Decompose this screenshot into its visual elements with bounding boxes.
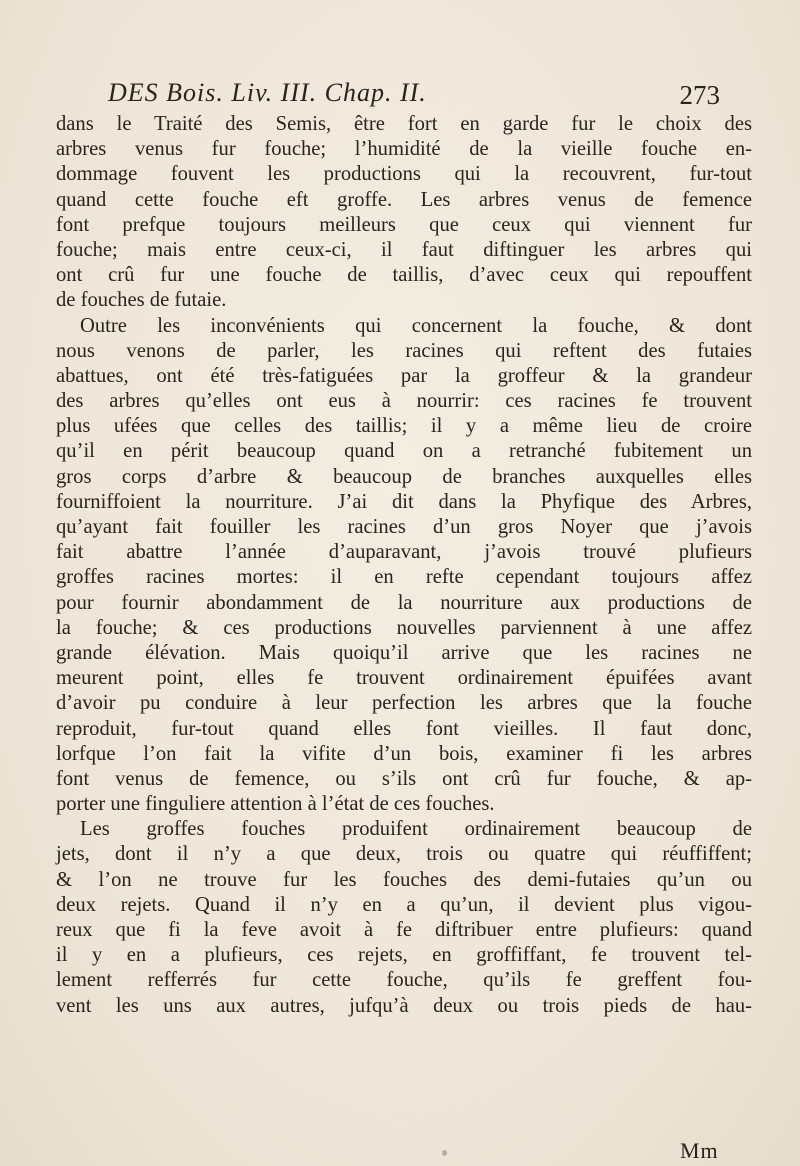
- text-line: meurent point, elles fe trouvent ordinairement épuifées avant: [56, 667, 752, 690]
- text-line: groffes racines mortes: il en refte cependant toujours affez: [56, 566, 752, 589]
- text-line: plus ufées que celles des taillis; il y a même lieu de croire: [56, 415, 752, 438]
- text-line: la fouche; & ces productions nouvelles parviennent à une affez: [56, 616, 752, 639]
- text-line: de fouches de futaie.: [56, 289, 227, 312]
- text-line: jets, dont il n’y a que deux, trois ou quatre qui réuffiffent;: [56, 843, 752, 866]
- running-head: DES Bois. Liv. III. Chap. II.: [108, 78, 427, 107]
- text-line: & l’on ne trouve fur les fouches des demi-futaies qu’un ou: [56, 868, 752, 891]
- text-line: dans le Traité des Semis, être fort en garde fur le choix des: [56, 113, 752, 135]
- text-line: ont crû fur une fouche de taillis, d’avec ceux qui repouffent: [56, 264, 752, 287]
- text-line: lement refferrés fur cette fouche, qu’ils fe greffent fou-: [56, 969, 752, 992]
- text-line: il y en a plufieurs, ces rejets, en groffiffant, fe trouvent tel-: [56, 944, 752, 967]
- text-line: quand cette fouche eft groffe. Les arbres venus de femence: [56, 188, 752, 211]
- text-line: abattues, ont été très-fatiguées par la groffeur & la grandeur: [56, 364, 752, 387]
- text-line: arbres venus fur fouche; l’humidité de la vieille fouche en-: [56, 138, 752, 161]
- text-line: fait abattre l’année d’auparavant, j’avois trouvé plufieurs: [56, 541, 752, 564]
- text-line: lorfque l’on fait la vifite d’un bois, examiner fi les arbres: [56, 742, 752, 765]
- text-line: qu’ayant fait fouiller les racines d’un gros Noyer que j’avois: [56, 516, 752, 538]
- signature-mark: Mm: [680, 1138, 719, 1163]
- text-line: grande élévation. Mais quoiqu’il arrive que les racines ne: [56, 641, 752, 664]
- text-line: font venus de femence, ou s’ils ont crû fur fouche, & ap-: [56, 767, 752, 790]
- text-line: fourniffoient la nourriture. J’ai dit dans la Phyfique des Arbres,: [56, 490, 752, 513]
- page-header: [108, 78, 720, 114]
- text-line: reproduit, fur-tout quand elles font vieilles. Il faut donc,: [56, 717, 752, 740]
- text-line: porter une finguliere attention à l’état de ces fouches.: [56, 793, 495, 816]
- text-line: pour fournir abondamment de la nourriture aux productions de: [56, 591, 752, 614]
- text-line: gros corps d’arbre & beaucoup de branches auxquelles elles: [56, 465, 752, 488]
- text-line: Les groffes fouches produifent ordinairement beaucoup de: [80, 818, 752, 841]
- text-line: qu’il en périt beaucoup quand on a retranché fubitement un: [56, 440, 752, 463]
- page-number: 273: [679, 80, 720, 110]
- text-line: font prefque toujours meilleurs que ceux qui viennent fur: [56, 213, 752, 236]
- text-line: fouche; mais entre ceux-ci, il faut diftinguer les arbres qui: [56, 238, 752, 261]
- text-line: vent les uns aux autres, jufqu’à deux ou trois pieds de hau-: [56, 994, 752, 1017]
- text-line: dommage fouvent les productions qui la recouvrent, fur-tout: [56, 163, 752, 186]
- body-text: [56, 112, 752, 1019]
- text-line: reux que fi la feve avoit à fe diftribuer entre plufieurs: quand: [56, 919, 752, 941]
- text-line: nous venons de parler, les racines qui reftent des futaies: [56, 339, 752, 362]
- paper-speck: [442, 1150, 447, 1156]
- text-line: Outre les inconvénients qui concernent la fouche, & dont: [80, 314, 752, 337]
- text-line: des arbres qu’elles ont eus à nourrir: ces racines fe trouvent: [56, 390, 752, 413]
- text-line: deux rejets. Quand il n’y en a qu’un, il devient plus vigou-: [56, 893, 752, 916]
- text-line: d’avoir pu conduire à leur perfection les arbres que la fouche: [56, 692, 752, 715]
